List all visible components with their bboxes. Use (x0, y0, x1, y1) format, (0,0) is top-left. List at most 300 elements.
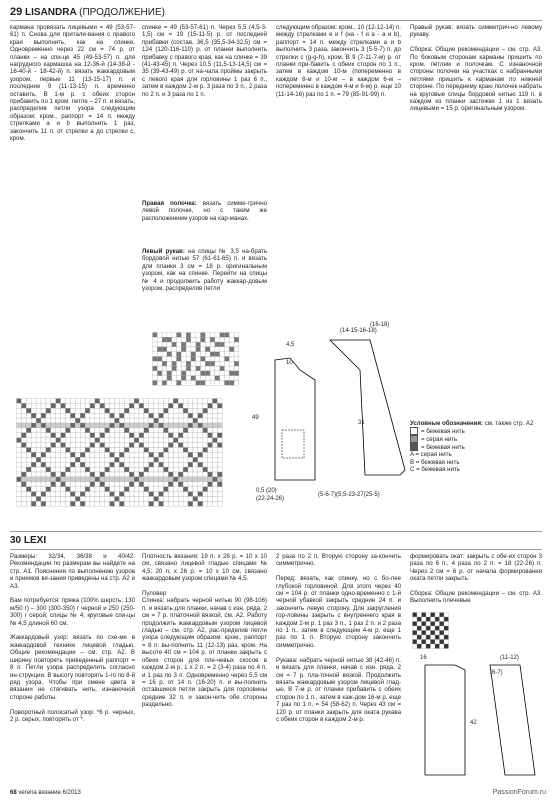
chart-cell (70, 487, 75, 492)
chart-cell (164, 492, 169, 497)
chart-cell (431, 622, 436, 627)
chart-cell (157, 371, 162, 376)
chart-cell (172, 376, 177, 381)
chart-cell (208, 462, 213, 467)
chart-cell (75, 477, 80, 482)
chart-cell (36, 472, 41, 477)
chart-cell (21, 448, 26, 453)
chart-cell (134, 423, 139, 428)
chart-cell (85, 462, 90, 467)
chart-cell (186, 361, 191, 366)
chart-cell (164, 448, 169, 453)
chart-cell (201, 361, 206, 366)
lexi-column-c: 2 раза по 2 п. Вторую сторону за-кончить симметрично. Перед: вязать, как спинку, но с бо-лее глубокой горловиной. Для этого через 40 см = 104 р. от планки одно-временно с 1-й черной убавкой закрыть средние 24 п. и закончить левую сторону. Для закругления гор-ловины закрыть с внутреннего края в каждом 2-м р. 1 раз 3 п., 1 раз 2 п. и 2 раза по 1 п., затем в следующем 4-м р. еще 1 раз по 1 п. Вторую сторону закончить симметрично. Рукава: набрать черной нитью 38 (42-46) п. и вязать для планки, начав с изн. ряда, 2 см = 7 р. пла-точной вязкой. Продолжить вязать жаккардовым узором лицевой глад-ью. В 7-м р. от планки прибавить с обеих сторон по 1 п., затем в каж-дом 16-м р. еще 7 раз по 1 п. = 54 (58-62) п. Через 43 см = 120 р. от планки закрыть для оката рукава с обеих сторон в каждом 2-м р. (276, 553, 401, 723)
chart-cell (191, 342, 196, 347)
chart-cell (61, 438, 66, 443)
chart-cell (159, 492, 164, 497)
chart-cell (186, 352, 191, 357)
chart-cell (183, 413, 188, 418)
chart-cell (196, 333, 201, 338)
right-front-text: вязать симме-трично левой полочке, но с таким же расположением узоров на кар-манах. (142, 200, 267, 222)
chart-cell (80, 457, 85, 462)
chart-cell (129, 462, 134, 467)
chart-cell (196, 361, 201, 366)
chart-cell (426, 622, 431, 627)
chart-cell (26, 403, 31, 408)
chart-cell (153, 376, 158, 381)
chart-cell (90, 428, 95, 433)
chart-cell (90, 492, 95, 497)
chart-cell (217, 443, 222, 448)
chart-cell (134, 418, 139, 423)
chart-cell (144, 413, 149, 418)
chart-cell (51, 428, 56, 433)
chart-cell (203, 399, 208, 404)
chart-cell (75, 452, 80, 457)
section-subtitle: (ПРОДОЛЖЕНИЕ) (79, 7, 165, 18)
chart-cell (110, 448, 115, 453)
chart-cell (95, 423, 100, 428)
chart-cell (193, 501, 198, 506)
chart-cell (134, 399, 139, 404)
chart-cell (26, 467, 31, 472)
chart-cell (234, 337, 239, 342)
chart-cell (178, 443, 183, 448)
chart-cell (153, 366, 158, 371)
chart-cell (178, 433, 183, 438)
chart-cell (440, 617, 445, 622)
chart-cell (213, 467, 218, 472)
chart-cell (183, 443, 188, 448)
chart-cell (80, 423, 85, 428)
chart-cell (154, 497, 159, 502)
chart-cell (203, 497, 208, 502)
legend-title: Условные обозначения: (410, 420, 484, 427)
chart-cell (17, 482, 22, 487)
section-number-30: 30 (10, 535, 22, 546)
chart-cell (119, 467, 124, 472)
chart-cell (144, 418, 149, 423)
chart-cell (440, 640, 445, 645)
chart-cell (162, 376, 167, 381)
chart-cell (213, 413, 218, 418)
diagram-label-6: 31 (358, 420, 365, 426)
chart-cell (153, 361, 158, 366)
chart-cell (70, 482, 75, 487)
chart-cell (56, 497, 61, 502)
chart-cell (41, 482, 46, 487)
chart-cell (66, 462, 71, 467)
chart-cell (162, 361, 167, 366)
chart-cell (217, 448, 222, 453)
chart-cell (164, 457, 169, 462)
chart-cell (177, 352, 182, 357)
chart-cell (41, 403, 46, 408)
chart-cell (110, 433, 115, 438)
chart-cell (431, 644, 436, 649)
chart-cell (66, 403, 71, 408)
chart-cell (188, 477, 193, 482)
chart-cell (139, 492, 144, 497)
chart-cell (183, 448, 188, 453)
chart-cell (162, 371, 167, 376)
chart-cell (193, 448, 198, 453)
chart-cell (80, 501, 85, 506)
chart-cell (51, 457, 56, 462)
chart-cell (215, 371, 220, 376)
chart-cell (167, 337, 172, 342)
chart-cell (205, 376, 210, 381)
chart-cell (61, 408, 66, 413)
chart-cell (444, 635, 449, 640)
chart-cell (198, 433, 203, 438)
chart-cell (124, 408, 129, 413)
chart-cell (66, 487, 71, 492)
chart-cell (66, 399, 71, 404)
chart-cell (217, 501, 222, 506)
chart-cell (105, 497, 110, 502)
chart-cell (220, 357, 225, 362)
chart-cell (149, 477, 154, 482)
chart-cell (196, 371, 201, 376)
chart-cell (144, 482, 149, 487)
chart-cell (61, 433, 66, 438)
chart-cell (110, 472, 115, 477)
chart-cell (205, 381, 210, 386)
chart-cell (183, 433, 188, 438)
chart-cell (105, 418, 110, 423)
chart-cell (435, 644, 440, 649)
chart-cell (21, 418, 26, 423)
chart-cell (115, 487, 120, 492)
jacquard-chart-small (152, 332, 242, 390)
chart-cell (193, 433, 198, 438)
chart-cell (36, 408, 41, 413)
chart-cell (17, 462, 22, 467)
chart-cell (172, 347, 177, 352)
chart-cell (229, 337, 234, 342)
chart-cell (177, 376, 182, 381)
chart-cell (95, 428, 100, 433)
chart-cell (154, 408, 159, 413)
lexi-dim-1: 16 (420, 655, 427, 661)
chart-cell (36, 403, 41, 408)
chart-cell (36, 443, 41, 448)
chart-cell (422, 617, 427, 622)
chart-cell (417, 644, 422, 649)
chart-cell (115, 423, 120, 428)
chart-cell (110, 438, 115, 443)
chart-cell (173, 438, 178, 443)
chart-cell (208, 423, 213, 428)
chart-cell (31, 482, 36, 487)
chart-cell (210, 352, 215, 357)
chart-cell (173, 482, 178, 487)
chart-cell (178, 408, 183, 413)
chart-cell (66, 423, 71, 428)
chart-cell (229, 366, 234, 371)
chart-cell (119, 428, 124, 433)
chart-cell (139, 403, 144, 408)
chart-cell (61, 428, 66, 433)
chart-cell (444, 617, 449, 622)
chart-cell (85, 413, 90, 418)
chart-cell (110, 501, 115, 506)
chart-cell (110, 482, 115, 487)
chart-cell (157, 357, 162, 362)
chart-cell (196, 357, 201, 362)
chart-cell (21, 492, 26, 497)
chart-cell (144, 399, 149, 404)
chart-cell (26, 482, 31, 487)
chart-cell (203, 457, 208, 462)
chart-cell (193, 443, 198, 448)
chart-cell (217, 438, 222, 443)
chart-cell (217, 462, 222, 467)
chart-cell (417, 613, 422, 618)
chart-cell (31, 472, 36, 477)
chart-cell (80, 413, 85, 418)
chart-cell (164, 399, 169, 404)
chart-cell (164, 423, 169, 428)
chart-cell (70, 433, 75, 438)
chart-cell (90, 467, 95, 472)
chart-cell (36, 497, 41, 502)
chart-cell (154, 462, 159, 467)
chart-cell (213, 472, 218, 477)
chart-cell (191, 357, 196, 362)
chart-cell (225, 357, 230, 362)
chart-cell (153, 357, 158, 362)
chart-cell (168, 472, 173, 477)
chart-cell (440, 622, 445, 627)
chart-cell (183, 457, 188, 462)
legend-item: C = бежевая нить (410, 466, 460, 474)
chart-cell (168, 467, 173, 472)
chart-cell (110, 403, 115, 408)
chart-cell (168, 497, 173, 502)
chart-cell (178, 492, 183, 497)
chart-cell (172, 366, 177, 371)
chart-cell (95, 497, 100, 502)
chart-cell (36, 492, 41, 497)
chart-cell (198, 448, 203, 453)
chart-cell (186, 342, 191, 347)
chart-cell (119, 423, 124, 428)
chart-cell (56, 448, 61, 453)
chart-cell (193, 438, 198, 443)
diagram-label-8: 0,5 (20) (256, 488, 277, 494)
chart-cell (61, 452, 66, 457)
chart-cell (75, 443, 80, 448)
chart-cell (46, 403, 51, 408)
chart-cell (70, 403, 75, 408)
chart-cell (61, 487, 66, 492)
chart-cell (168, 403, 173, 408)
chart-cell (186, 337, 191, 342)
chart-cell (31, 443, 36, 448)
chart-cell (134, 448, 139, 453)
chart-cell (177, 333, 182, 338)
chart-cell (46, 462, 51, 467)
chart-cell (46, 467, 51, 472)
chart-cell (61, 462, 66, 467)
chart-cell (129, 408, 134, 413)
diagram-label-3: 49 (252, 415, 259, 421)
chart-cell (210, 333, 215, 338)
chart-cell (110, 462, 115, 467)
chart-cell (208, 443, 213, 448)
chart-cell (85, 399, 90, 404)
chart-cell (149, 438, 154, 443)
chart-cell (46, 448, 51, 453)
chart-cell (217, 452, 222, 457)
chart-cell (205, 337, 210, 342)
chart-cell (51, 487, 56, 492)
chart-cell (95, 457, 100, 462)
chart-cell (177, 371, 182, 376)
chart-cell (139, 501, 144, 506)
chart-cell (75, 433, 80, 438)
chart-cell (198, 501, 203, 506)
chart-cell (220, 342, 225, 347)
chart-cell (100, 462, 105, 467)
chart-cell (17, 403, 22, 408)
chart-cell (56, 472, 61, 477)
chart-cell (153, 333, 158, 338)
chart-cell (210, 376, 215, 381)
chart-cell (51, 403, 56, 408)
chart-cell (36, 501, 41, 506)
chart-cell (193, 428, 198, 433)
chart-cell (70, 448, 75, 453)
chart-cell (144, 408, 149, 413)
chart-cell (124, 433, 129, 438)
chart-cell (17, 448, 22, 453)
chart-cell (440, 644, 445, 649)
chart-cell (90, 443, 95, 448)
chart-cell (198, 438, 203, 443)
chart-cell (26, 497, 31, 502)
chart-cell (26, 472, 31, 477)
chart-cell (213, 418, 218, 423)
header-rule (10, 20, 542, 21)
chart-cell (100, 403, 105, 408)
chart-cell (205, 366, 210, 371)
chart-cell (154, 482, 159, 487)
chart-cell (149, 413, 154, 418)
chart-cell (36, 438, 41, 443)
chart-cell (217, 408, 222, 413)
chart-cell (105, 403, 110, 408)
chart-cell (426, 644, 431, 649)
chart-cell (51, 438, 56, 443)
chart-cell (196, 347, 201, 352)
chart-cell (80, 399, 85, 404)
chart-cell (213, 408, 218, 413)
chart-cell (66, 428, 71, 433)
chart-cell (220, 371, 225, 376)
chart-cell (85, 403, 90, 408)
chart-cell (205, 333, 210, 338)
chart-cell (124, 413, 129, 418)
chart-cell (177, 381, 182, 386)
chart-cell (46, 418, 51, 423)
chart-cell (149, 487, 154, 492)
chart-cell (168, 487, 173, 492)
chart-cell (431, 631, 436, 636)
chart-cell (26, 462, 31, 467)
chart-cell (168, 408, 173, 413)
chart-cell (21, 457, 26, 462)
chart-cell (234, 342, 239, 347)
chart-cell (124, 492, 129, 497)
chart-cell (181, 342, 186, 347)
chart-cell (168, 399, 173, 404)
chart-cell (149, 501, 154, 506)
chart-cell (422, 644, 427, 649)
chart-cell (36, 477, 41, 482)
chart-cell (215, 342, 220, 347)
chart-cell (444, 631, 449, 636)
chart-cell (75, 428, 80, 433)
chart-cell (110, 443, 115, 448)
chart-cell (149, 443, 154, 448)
left-sleeve-title: Левый рукав: (142, 248, 185, 255)
chart-cell (208, 492, 213, 497)
chart-cell (26, 487, 31, 492)
chart-cell (173, 487, 178, 492)
chart-cell (105, 477, 110, 482)
chart-cell (234, 361, 239, 366)
chart-cell (217, 399, 222, 404)
chart-cell (210, 342, 215, 347)
chart-cell (129, 487, 134, 492)
chart-cell (139, 462, 144, 467)
chart-cell (183, 403, 188, 408)
chart-cell (191, 347, 196, 352)
chart-cell (139, 428, 144, 433)
lexi-dim-3: (11-12) (500, 655, 519, 661)
chart-cell (173, 477, 178, 482)
chart-cell (51, 501, 56, 506)
chart-cell (21, 482, 26, 487)
chart-cell (196, 352, 201, 357)
chart-cell (444, 644, 449, 649)
chart-cell (183, 472, 188, 477)
chart-cell (154, 467, 159, 472)
chart-cell (208, 477, 213, 482)
chart-cell (167, 342, 172, 347)
chart-cell (229, 376, 234, 381)
chart-cell (178, 428, 183, 433)
chart-cell (213, 438, 218, 443)
chart-cell (203, 452, 208, 457)
chart-cell (100, 418, 105, 423)
chart-cell (167, 371, 172, 376)
chart-cell (164, 487, 169, 492)
chart-cell (75, 399, 80, 404)
chart-cell (95, 403, 100, 408)
chart-cell (193, 492, 198, 497)
chart-cell (66, 472, 71, 477)
chart-cell (36, 418, 41, 423)
chart-cell (154, 428, 159, 433)
chart-cell (198, 423, 203, 428)
text-column-3: следующим образом: кром., 10 (12-12-14) п. между стрелками е и f (на - f и а - а и b), раппорт = 14 п. между стрелками а и b выполнить 3 раза, закончить 3 (5-5-7) п. до стрелки с (g-g-h), кром. В 9 (7-11-7-м) р. от планки при-бавить с обеих сторон по 1 п., затем в каждом 10-м (попеременно в каждом 8-м и 10-м – в каждом 6-м – попеременно в каждом 4-м и 6-м) р. еще 10 (11-14-16) раз по 1 п. = 79 (85-91-99) п. (276, 24, 401, 98)
chart-cell (234, 371, 239, 376)
chart-cell (168, 443, 173, 448)
